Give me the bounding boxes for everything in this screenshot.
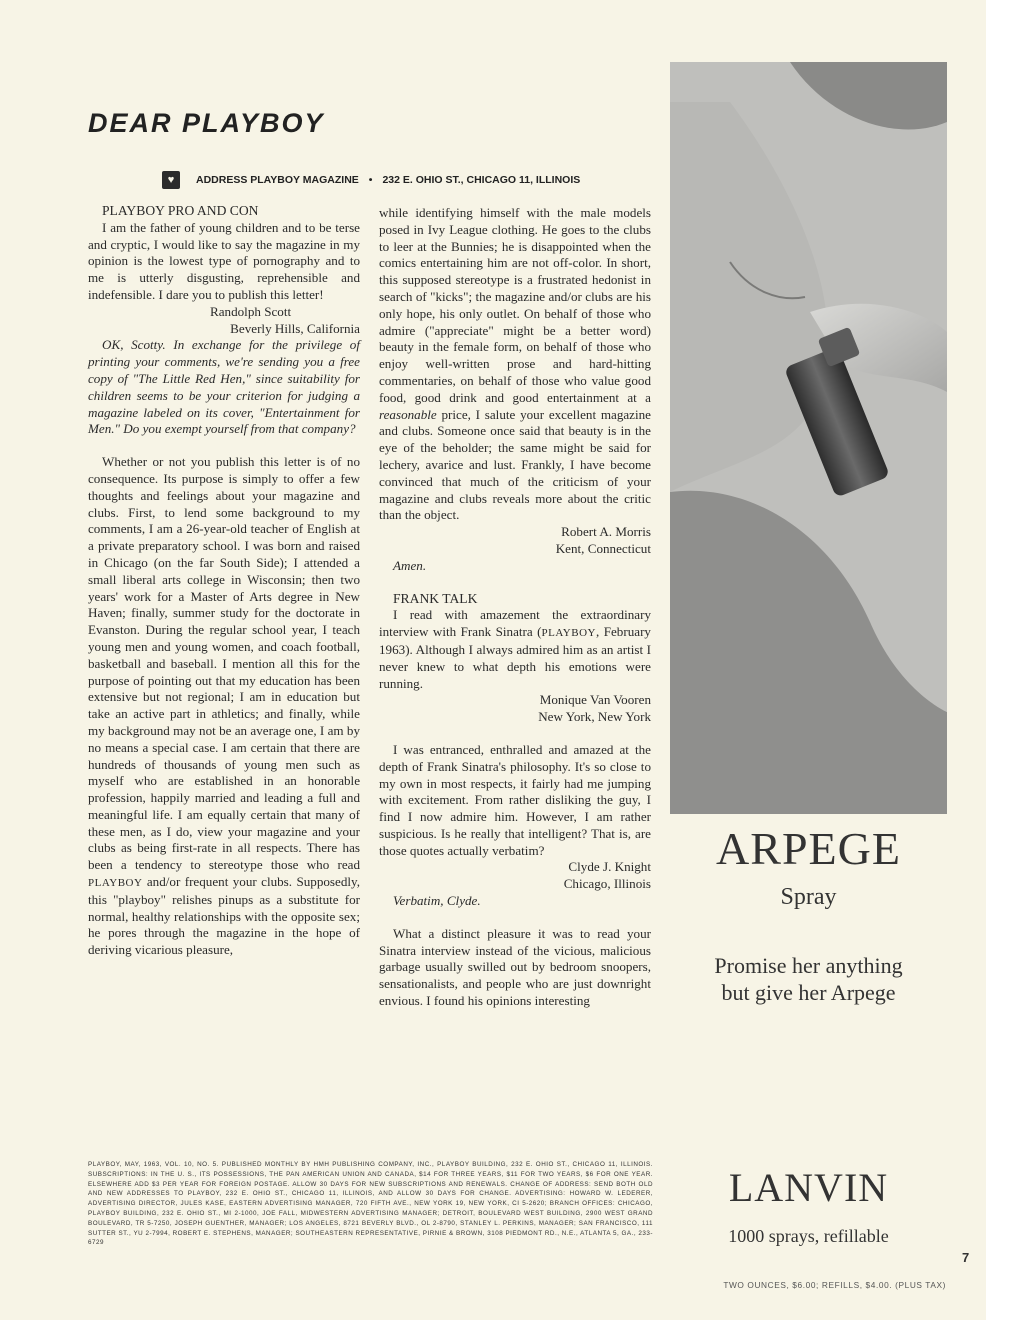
letter-scott: I am the father of young children and to be terse and cryptic, I would like to say the magazine in my opinion is the lowest type of pornography and to me is utterly disgusting, reprehensible and indefensible. I dare you to publish this letter! [88, 219, 360, 302]
ad-headline: ARPEGE [716, 823, 901, 874]
letter-text: and/or frequent your clubs. Supposedly, this "playboy" relishes pinups as a substitute for normal, healthy relationships with the opposite sex; he pores through the magazine in the hope of deriving vicarious pleasure, [88, 874, 360, 958]
address-separator: • [368, 174, 373, 186]
section-heading-frank-talk: FRANK TALK [393, 590, 478, 606]
ad-slogan-line: Promise her anything [714, 953, 903, 978]
page-edge [986, 0, 1020, 1320]
letter-text: Whether or not you publish this letter is of no consequence. Its purpose is simply to offer a few thoughts and feelings about your magazine and clubs. First, to lend some background to my comments, I am a 26-year-old teacher of English at a private preparatory school. I was born and raised in Chicago (on the far South Side); I attended a small liberal arts college in Wisconsin; then two years' work for a Master of Arts degree in New Haven; finally, summer study for the doctorate in Evanston. During the regular school year, I teach young men and young women, and coach football, basketball and baseball. I mention all this for the purpose of pointing out that my education has been extensive but not regional; I am in education but take an active part in athletics; and finally, while my background may not be an average one, I am by no means a special case. I am certain that there are hundreds of thousands of young men such as myself who are established in an honorable profession, happily married and leading a full and meaningful life. I am equally certain that many of these men, as I do, view your magazine and your clubs as being first-rate in all respects. There has been a tendency to stereotype those who read [88, 454, 360, 873]
signature-place: Chicago, Illinois [563, 876, 651, 892]
signature-name: Monique Van Vooren [539, 692, 651, 708]
publication-colophon: PLAYBOY, MAY, 1963, VOL. 10, NO. 5. PUBLISHED MONTHLY BY HMH PUBLISHING COMPANY, INC., PLAYBOY BUILDING, 232 E. OHIO ST., CHICAGO 11, ILLINOIS. SUBSCRIPTIONS: IN THE U. S., ITS POSSESSIONS, THE PAN AMERICAN UNION AND CANADA, $14 FOR THREE YEARS, $11 FOR TWO YEARS, $6 FOR ONE YEAR. ELSEWHERE ADD $3 PER YEAR FOR FOREIGN POSTAGE. ALLOW 30 DAYS FOR NEW SUBSCRIPTIONS AND RENEWALS. CHANGE OF ADDRESS: SEND BOTH OLD AND NEW ADDRESSES TO PLAYBOY, 232 E. OHIO ST., CHICAGO 11, ILLINOIS, AND ALLOW 30 DAYS FOR CHANGE. ADVERTISING: HOWARD W. LEDERER, ADVERTISING DIRECTOR, JULES KASE, EASTERN ADVERTISING MANAGER, 720 FIFTH AVE., NEW YORK 19, NEW YORK, CI 5-2620; BRANCH OFFICES: CHICAGO, PLAYBOY BUILDING, 232 E. OHIO ST., MI 2-1000, JOE FALL, MIDWESTERN ADVERTISING MANAGER; DETROIT, BOULEVARD WEST BUILDING, 2900 WEST GRAND BOULEVARD, TR 5-7250, JOSEPH GUENTHER, MANAGER; LOS ANGELES, 8721 BEVERLY BLVD., OL 2-8790, STANLEY L. PERKINS, MANAGER; SAN FRANCISCO, 111 SUTTER ST., YU 2-7994, ROBERT E. STEPHENS, MANAGER; SOUTHEASTERN REPRESENTATIVE, PIRNIE & BROWN, 3108 PIEDMONT RD., N.E., ATLANTA 5, GA., 233-6729 [88, 1161, 653, 1247]
emphasis-word: reasonable [379, 406, 437, 422]
middle-column [379, 205, 651, 1010]
signature-name: Clyde J. Knight [568, 859, 651, 875]
letter-text: , February 1963). Although I always admired him as an artist I never knew to what depth his emotions were running. [379, 624, 651, 691]
editor-reply: Verbatim, Clyde. [393, 893, 481, 909]
signature-place: Kent, Connecticut [555, 540, 651, 556]
ad-slogan-line: but give her Arpege [721, 980, 896, 1005]
letter-morris-part2 [379, 205, 651, 524]
letter-text: I read with amazement the extraordinary interview with Frank Sinatra ( [379, 607, 651, 640]
left-column [88, 203, 360, 959]
ad-photo [670, 62, 947, 814]
address-street: 232 E. OHIO ST., CHICAGO 11, ILLINOIS [382, 174, 581, 186]
ad-brand: LANVIN [728, 1165, 889, 1210]
editor-reply: Amen. [393, 557, 427, 573]
bunny-logo-icon: ♥ [162, 171, 180, 189]
playboy-mark: PLAYBOY [88, 877, 143, 890]
section-heading-pro-con: PLAYBOY PRO AND CON [102, 203, 259, 218]
signature-place: Beverly Hills, California [230, 320, 360, 336]
editor-reply: OK, Scotty. In exchange for the privilege of printing your comments, we're sending you a free copy of "The Little Red Hen," since suitability for children seems to be your criterion for judging a magazine labeled on its cover, "Entertainment for Men." Do you exempt yourself from that company? [88, 337, 360, 437]
arpege-advertisement [670, 62, 947, 1274]
letter-text: price, I salute your excellent magazine and clubs. Someone once said that beauty is in the eye of the beholder; the same might be said for lechery, avarice and lust. Frankly, I have become convinced that much of the criticism of your magazine and clubs reveals more about the critic than the object. [379, 406, 651, 523]
letter-text: while identifying himself with the male models posed in Ivy League clothing. He goes to the clubs to leer at the Bunnies; he is disappointed when the comics entertaining him are not off-color. In short, this supposed stereotype is a frustrated hedonist in search of "kicks"; the magazine and/or clubs are his only hope, his only outlet. On behalf of those who admire ("appreciate" might be a better word) beauty in the female form, on behalf of those who enjoy well-written prose and hard-hitting commentaries, on behalf of those who value good food, good drink and good entertainment at a [379, 205, 651, 405]
playboy-mark: PLAYBOY [541, 627, 596, 640]
woman-perfume-illustration [670, 62, 947, 814]
letter-knight: I was entranced, enthralled and amazed at the depth of Frank Sinatra's philosophy. It's so close to my own in most respects, it fairly had me jumping with excitement. From rather disliking the guy, I find I now admire him. However, I am rather suspicious. Is he really that intelligent? That is, are those quotes actually verbatim? [379, 741, 651, 858]
signature-name: Robert A. Morris [561, 524, 651, 540]
letter-van-vooren [379, 607, 651, 692]
signature-place: New York, New York [538, 709, 651, 725]
ad-slogan [670, 952, 947, 1006]
signature-name: Randolph Scott [210, 303, 292, 319]
ad-sprays: 1000 sprays, refillable [728, 1226, 889, 1246]
page-number: 7 [962, 1250, 970, 1265]
ad-price: TWO OUNCES, $6.00; REFILLS, $4.00. (PLUS TAX) [723, 1280, 946, 1290]
ad-subheadline: Spray [780, 884, 837, 910]
address-label: ADDRESS PLAYBOY MAGAZINE [196, 174, 359, 186]
address-bar [162, 171, 654, 189]
page-title: DEAR PLAYBOY [88, 108, 325, 138]
letter-sinatra-pleasure: What a distinct pleasure it was to read your Sinatra interview instead of the vicious, malicious garbage usually swilled out by bedroom snoopers, sensationalists, and people who are just downright envious. I found his opinions interesting [379, 925, 651, 1009]
letter-morris-part1 [88, 454, 360, 959]
